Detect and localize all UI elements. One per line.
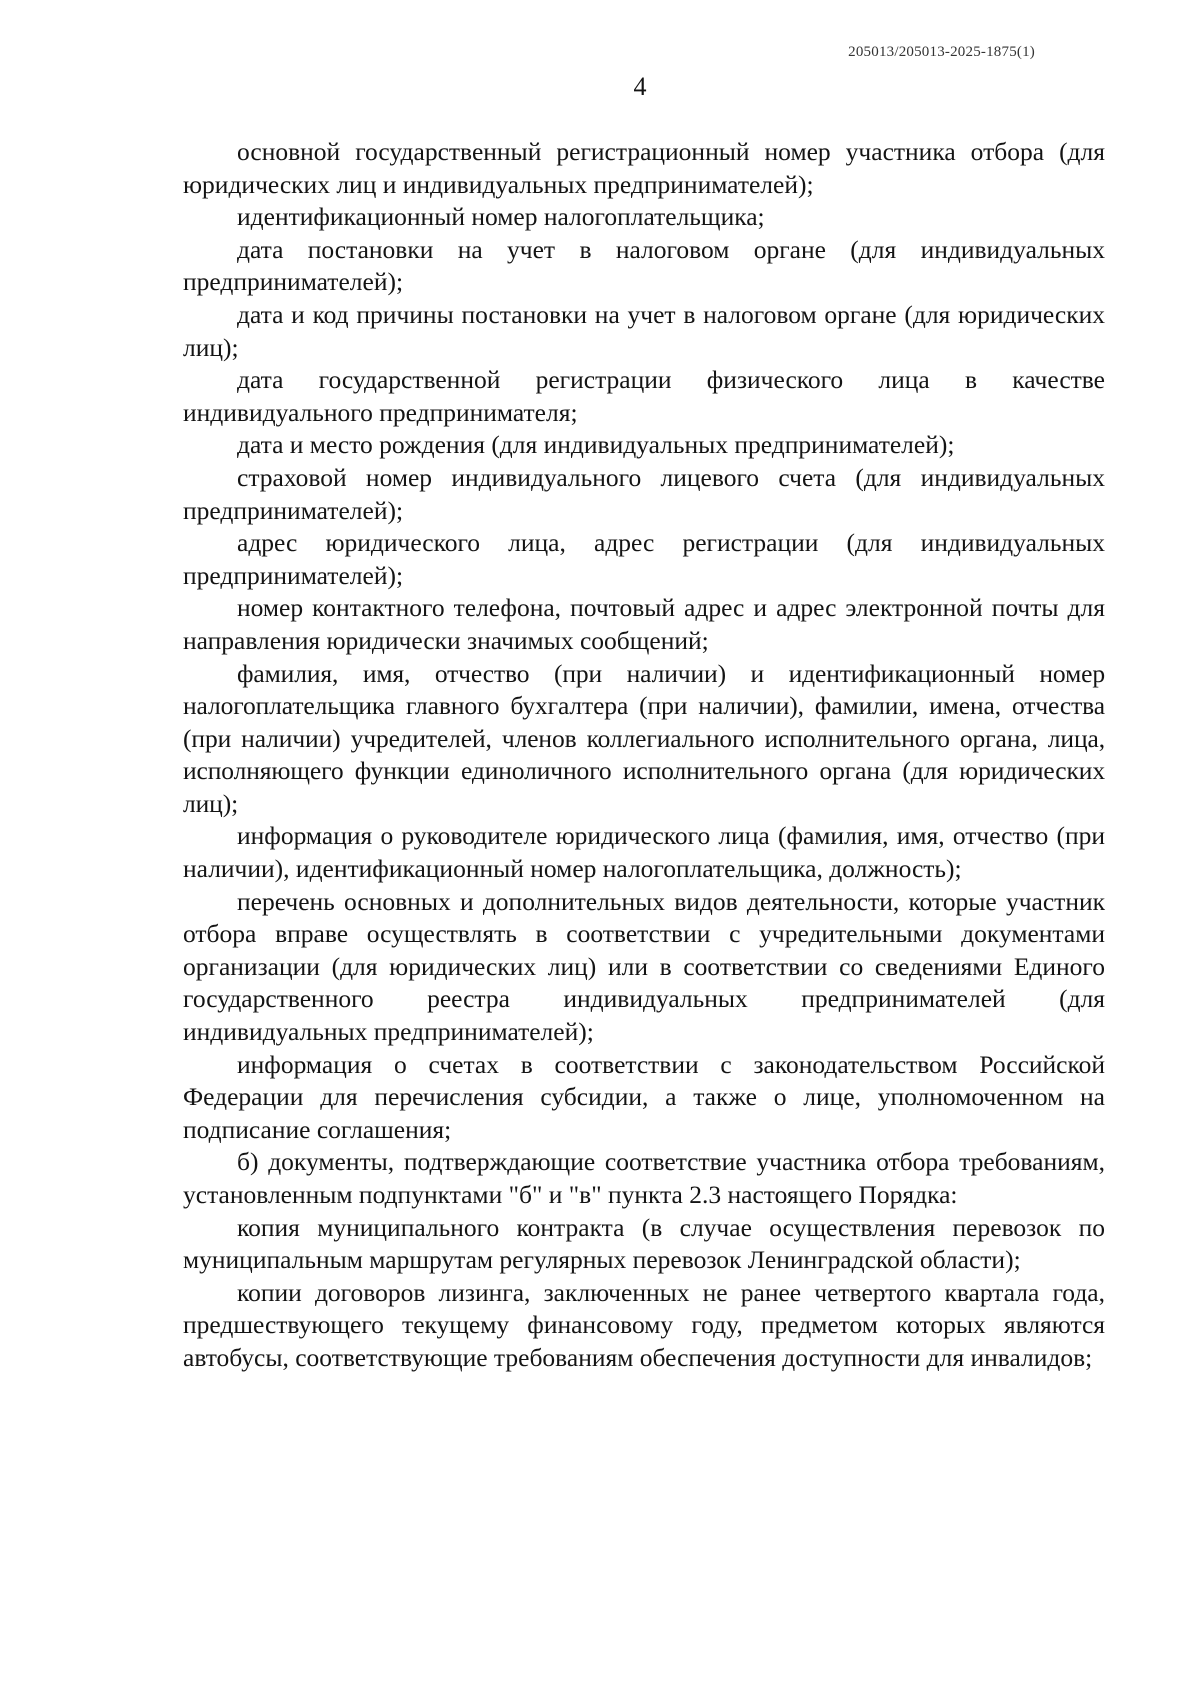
paragraph: дата государственной регистрации физического лица в качестве индивидуального предпринимателя;	[183, 365, 1105, 427]
paragraph: копии договоров лизинга, заключенных не ранее четвертого квартала года, предшествующего текущему финансовому году, предметом которых являются автобусы, соответствующие требованиям обеспечения доступности для инвалидов;	[183, 1277, 1105, 1372]
paragraph: перечень основных и дополнительных видов деятельности, которые участник отбора вправе осуществлять в соответствии с учредительными документами организации (для юридических лиц) или в соответствии со сведениями Единого государственного реестра индивидуальных предпринимателей (для индивидуальных предпринимателей);	[183, 886, 1105, 1047]
paragraph: дата постановки на учет в налоговом органе (для индивидуальных предпринимателей);	[183, 234, 1105, 297]
page-number: 4	[633, 72, 647, 101]
paragraph: фамилия, имя, отчество (при наличии) и идентификационный номер налогоплательщика главного бухгалтера (при наличии), фамилии, имена, отчества (при наличии) учредителей, членов коллегиального исполнительного органа, лица, исполняющего функции единоличного исполнительного органа (для юридических лиц);	[183, 658, 1105, 818]
paragraph: дата и код причины постановки на учет в налоговом органе (для юридических лиц);	[183, 299, 1105, 362]
paragraph: дата и место рождения (для индивидуальных предпринимателей);	[237, 430, 955, 460]
document-body	[183, 136, 1105, 1375]
paragraph: страховой номер индивидуального лицевого счета (для индивидуальных предпринимателей);	[183, 462, 1105, 525]
paragraph: копия муниципального контракта (в случае осуществления перевозок по муниципальным маршрутам регулярных перевозок Ленинградской области);	[183, 1212, 1105, 1275]
document-id: 205013/205013-2025-1875(1)	[848, 44, 1035, 60]
paragraph: основной государственный регистрационный номер участника отбора (для юридических лиц и индивидуальных предпринимателей);	[183, 137, 1105, 199]
paragraph: б) документы, подтверждающие соответствие участника отбора требованиям, установленным подпунктами "б" и "в" пункта 2.3 настоящего Порядка:	[183, 1147, 1105, 1209]
paragraph: номер контактного телефона, почтовый адрес и адрес электронной почты для направления юридически значимых сообщений;	[183, 593, 1105, 655]
paragraph: информация о счетах в соответствии с законодательством Российской Федерации для перечисления субсидии, а также о лице, уполномоченном на подписание соглашения;	[183, 1049, 1105, 1144]
paragraph: идентификационный номер налогоплательщика;	[237, 202, 765, 232]
paragraph: информация о руководителе юридического лица (фамилия, имя, отчество (при наличии), идентификационный номер налогоплательщика, должность);	[183, 821, 1105, 884]
paragraph: адрес юридического лица, адрес регистрации (для индивидуальных предпринимателей);	[183, 528, 1105, 590]
